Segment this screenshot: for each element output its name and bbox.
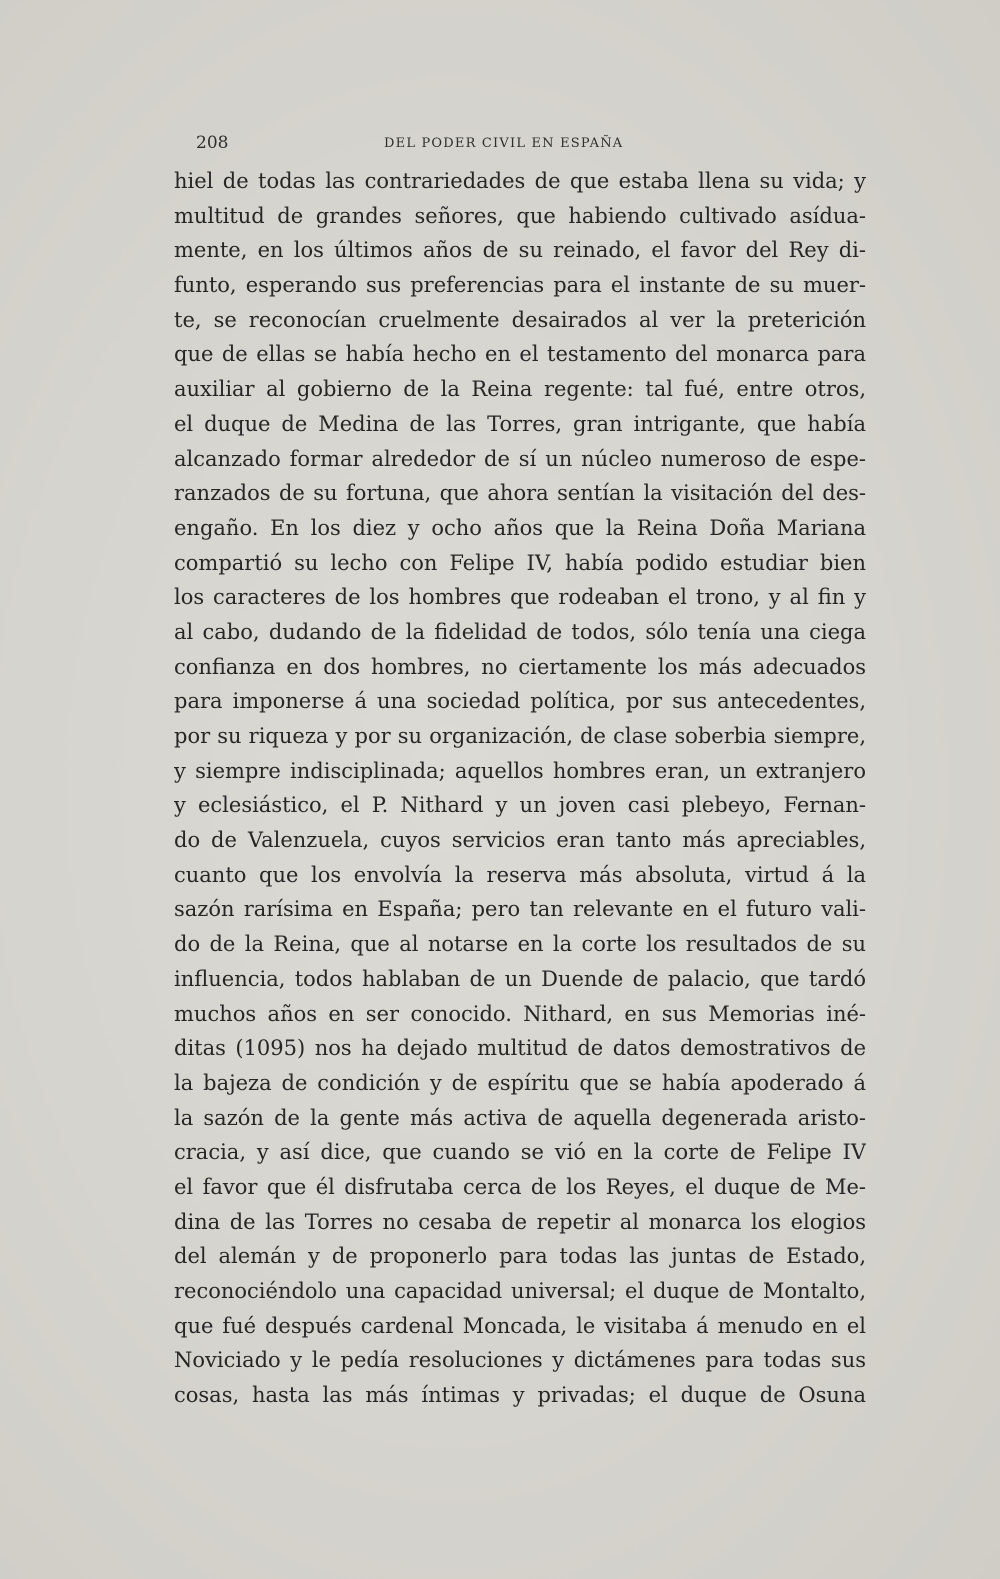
text-line: al cabo, dudando de la fidelidad de todos, sólo tenía una ciega (174, 619, 866, 644)
text-line: que fué después cardenal Moncada, le visitaba á menudo en el (174, 1313, 866, 1338)
text-line: para imponerse á una sociedad política, por sus antecedentes, (174, 689, 866, 714)
text-line: multitud de grandes señores, que habiendo cultivado asídua- (174, 203, 866, 228)
text-line: engaño. En los diez y ocho años que la Reina Doña Mariana (174, 515, 866, 540)
text-line: ditas (1095) nos ha dejado multitud de datos demostrativos de (174, 1036, 866, 1061)
text-line: muchos años en ser conocido. Nithard, en sus Memorias iné- (174, 1001, 866, 1026)
text-line: sazón rarísima en España; pero tan relevante en el futuro vali- (174, 897, 866, 922)
text-line: y siempre indisciplinada; aquellos hombres eran, un extranjero (174, 758, 866, 783)
text-line: compartió su lecho con Felipe IV, había podido estudiar bien (174, 550, 866, 575)
running-title: DEL PODER CIVIL EN ESPAÑA (384, 136, 624, 151)
text-line: alcanzado formar alrededor de sí un núcleo numeroso de espe- (174, 446, 866, 471)
text-line: cracia, y así dice, que cuando se vió en la corte de Felipe IV (174, 1140, 866, 1165)
text-line: cosas, hasta las más íntimas y privadas; el duque de Osuna (174, 1383, 866, 1408)
text-line: del alemán y de proponerlo para todas las juntas de Estado, (174, 1244, 866, 1269)
text-line: la sazón de la gente más activa de aquella degenerada aristo- (174, 1105, 866, 1130)
text-line: confianza en dos hombres, no ciertamente los más adecuados (174, 654, 866, 679)
text-line: mente, en los últimos años de su reinado, el favor del Rey di- (174, 238, 866, 263)
text-line: la bajeza de condición y de espíritu que se había apoderado á (174, 1070, 866, 1095)
page-header (196, 130, 676, 160)
text-line: que de ellas se había hecho en el testamento del monarca para (174, 342, 866, 367)
text-line: reconociéndolo una capacidad universal; el duque de Montalto, (174, 1279, 866, 1303)
text-line: do de Valenzuela, cuyos servicios eran tanto más apreciables, (174, 828, 866, 853)
text-line: do de la Reina, que al notarse en la corte los resultados de su (174, 932, 866, 957)
text-line: te, se reconocían cruelmente desairados al ver la preterición (174, 307, 866, 332)
page-number: 208 (196, 133, 229, 153)
text-line: hiel de todas las contrariedades de que estaba llena su vida; y (174, 169, 866, 193)
text-line: cuanto que los envolvía la reserva más absoluta, virtud á la (174, 862, 866, 887)
text-line: el duque de Medina de las Torres, gran intrigante, que había (174, 411, 866, 436)
text-line: ranzados de su fortuna, que ahora sentían la visitación del des- (174, 481, 866, 506)
text-line: auxiliar al gobierno de la Reina regente: tal fué, entre otros, (174, 377, 866, 402)
text-line: por su riqueza y por su organización, de clase soberbia siempre, (174, 724, 866, 748)
text-line: los caracteres de los hombres que rodeaban el trono, y al fin y (174, 585, 866, 610)
text-line: influencia, todos hablaban de un Duende de palacio, que tardó (174, 966, 866, 991)
text-line: y eclesiástico, el P. Nithard y un joven casi plebeyo, Fernan- (174, 793, 866, 818)
text-line: dina de las Torres no cesaba de repetir al monarca los elogios (174, 1209, 866, 1234)
text-line: el favor que él disfrutaba cerca de los Reyes, el duque de Me- (174, 1174, 866, 1199)
text-line: Noviciado y le pedía resoluciones y dictámenes para todas sus (174, 1348, 866, 1373)
text-line: funto, esperando sus preferencias para el instante de su muer- (174, 273, 866, 298)
body-text (174, 164, 866, 1413)
